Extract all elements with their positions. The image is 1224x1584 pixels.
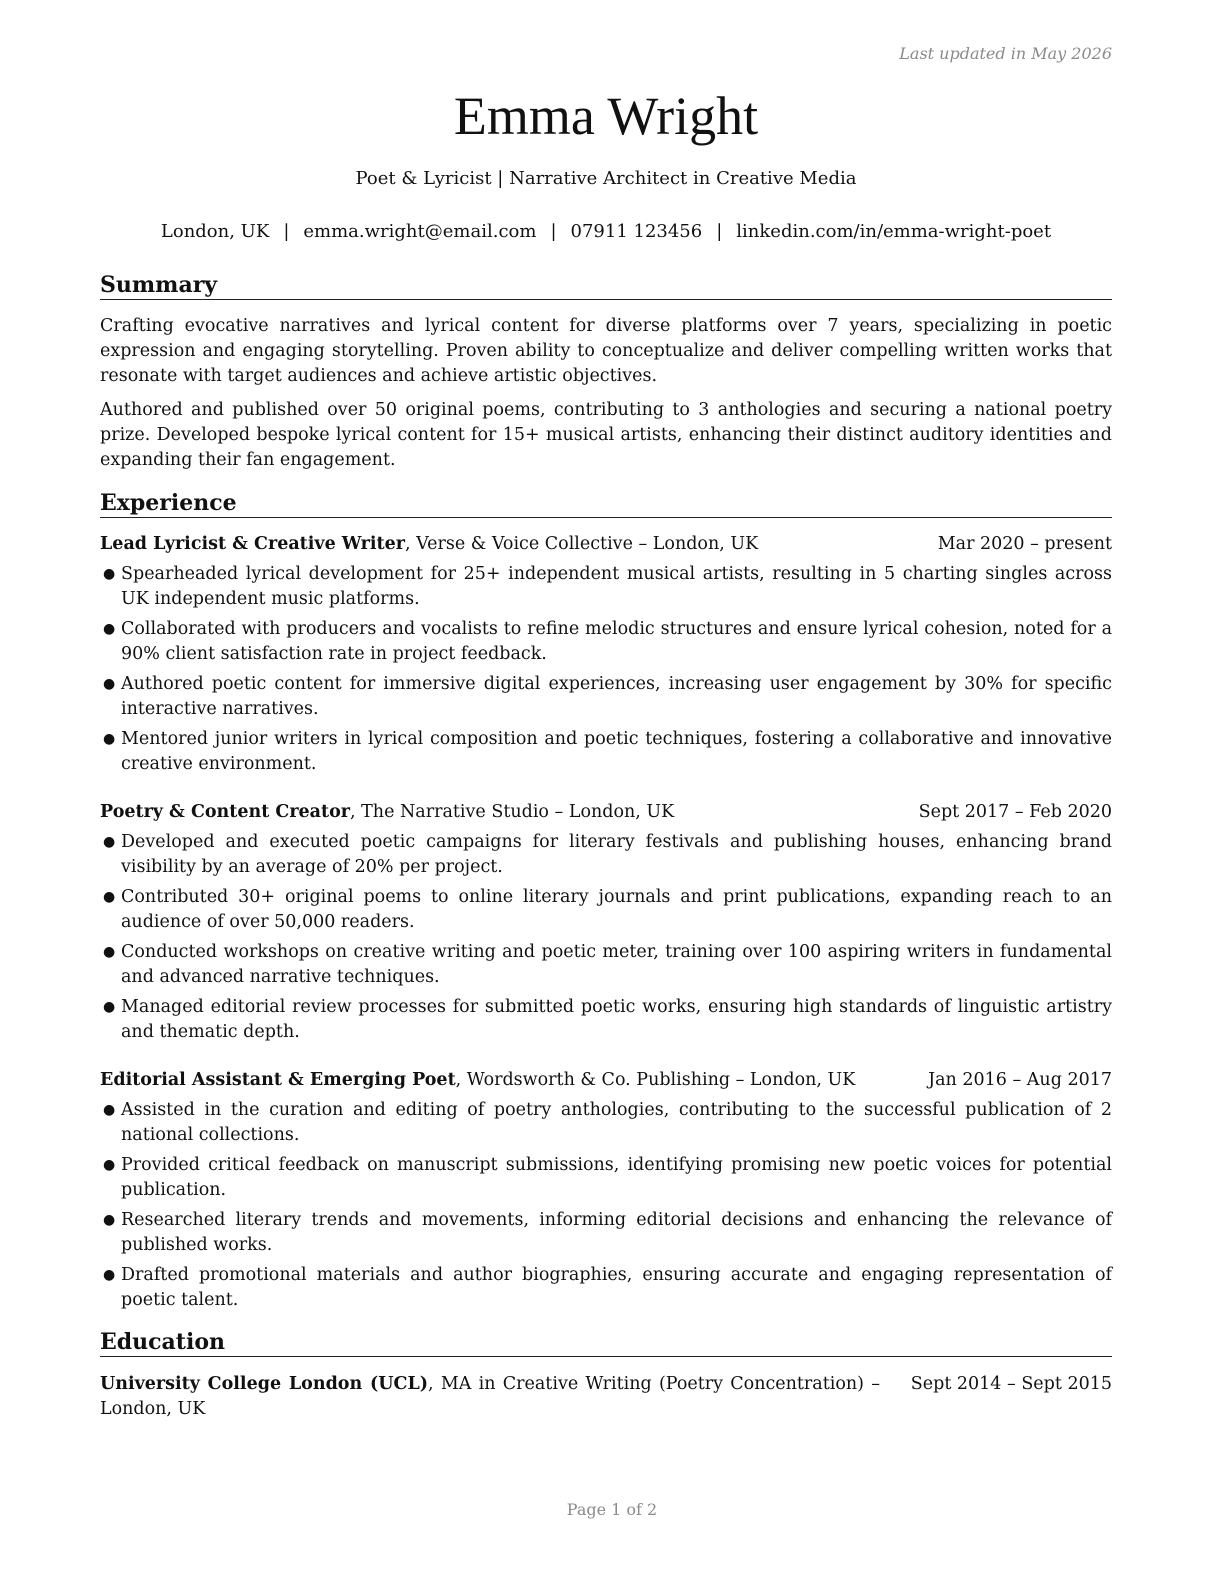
bullet-icon: ●: [103, 1157, 116, 1173]
contact-line: [100, 219, 1112, 245]
contact-separator: |: [283, 221, 290, 242]
job-bullets: [100, 562, 1112, 782]
contact-separator: |: [716, 221, 723, 242]
job-header: [100, 800, 1112, 825]
summary-heading: Summary: [100, 271, 1112, 300]
job-header: [100, 532, 1112, 557]
contact-location: London, UK: [160, 221, 270, 242]
list-item: ● Developed and executed poetic campaigns for literary festivals and publishing houses, enhancing brand visibility by an average of 20% per project.: [103, 832, 1112, 877]
list-item: ● Mentored junior writers in lyrical composition and poetic techniques, fostering a collaborative and innovative creative environment.: [103, 729, 1112, 774]
bullet-icon: ●: [103, 731, 116, 747]
list-item: ● Drafted promotional materials and author biographies, ensuring accurate and engaging representation of poetic talent.: [103, 1265, 1112, 1310]
candidate-name: Emma Wright: [453, 86, 759, 146]
list-item: ● Managed editorial review processes for submitted poetic works, ensuring high standards of linguistic artistry and thematic depth.: [103, 997, 1112, 1042]
job-bullets: [100, 830, 1112, 1050]
bullet-icon: ●: [103, 889, 116, 905]
contact-phone[interactable]: 07911 123456: [570, 221, 703, 242]
list-item: ● Contributed 30+ original poems to online literary journals and print publications, expanding reach to an audience of over 50,000 readers.: [103, 887, 1112, 932]
list-item: ● Authored poetic content for immersive digital experiences, increasing user engagement by 30% for specific interactive narratives.: [103, 674, 1112, 719]
page-number: Page 1 of 2: [566, 1500, 658, 1519]
bullet-icon: ●: [103, 566, 116, 582]
education-school: University College London (UCL): [100, 1374, 429, 1394]
list-item: ● Collaborated with producers and vocalists to refine melodic structures and ensure lyrical cohesion, noted for a 90% client satisfaction rate in project feedback.: [103, 619, 1112, 664]
contact-separator: |: [550, 221, 557, 242]
education-heading: Education: [100, 1328, 1112, 1357]
bullet-icon: ●: [103, 621, 116, 637]
list-item: ● Assisted in the curation and editing of poetry anthologies, contributing to the successful publication of 2 national collections.: [103, 1100, 1112, 1145]
bullet-icon: ●: [103, 676, 116, 692]
job-role: Editorial Assistant & Emerging Poet: [100, 1070, 456, 1090]
summary-paragraph: Authored and published over 50 original poems, contributing to 3 anthologies and securing a national poetry prize. Developed bespoke lyrical content for 15+ musical artists, enhancing their distinct auditory identities and expanding their fan engagement.: [100, 400, 1112, 470]
job-role: Lead Lyricist & Creative Writer: [100, 534, 405, 554]
bullet-icon: ●: [103, 834, 116, 850]
job-org: , The Narrative Studio – London, UK: [350, 802, 675, 822]
list-item: ● Provided critical feedback on manuscript submissions, identifying promising new poetic voices for potential publication.: [103, 1155, 1112, 1200]
job-header: [100, 1068, 1112, 1093]
resume-page: [100, 0, 1112, 1584]
education-dates: Sept 2014 – Sept 2015: [910, 1374, 1112, 1394]
bullet-icon: ●: [103, 1267, 116, 1283]
contact-email[interactable]: emma.wright@email.com: [303, 221, 537, 242]
bullet-icon: ●: [103, 944, 116, 960]
experience-heading: Experience: [100, 489, 1112, 518]
job-dates: Jan 2016 – Aug 2017: [928, 1070, 1112, 1090]
job-dates: Mar 2020 – present: [937, 534, 1112, 554]
job-org: , Verse & Voice Collective – London, UK: [404, 534, 759, 554]
job-org: , Wordsworth & Co. Publishing – London, UK: [455, 1070, 856, 1090]
bullet-icon: ●: [103, 999, 116, 1015]
list-item: ● Researched literary trends and movements, informing editorial decisions and enhancing the relevance of published works.: [103, 1210, 1112, 1255]
bullet-icon: ●: [103, 1102, 116, 1118]
contact-linkedin[interactable]: linkedin.com/in/emma-wright-poet: [736, 221, 1052, 242]
job-role: Poetry & Content Creator: [100, 802, 350, 822]
last-updated-note: Last updated in May 2026: [899, 44, 1112, 63]
education-detail: [100, 1372, 880, 1422]
list-item: ● Conducted workshops on creative writing and poetic meter, training over 100 aspiring writers in fundamental and advanced narrative techniques.: [103, 942, 1112, 987]
education-entry: [100, 1372, 1112, 1422]
education-degree: , MA in Creative Writing (Poetry Concentration) – London, UK: [100, 1374, 880, 1419]
job-bullets: [100, 1098, 1112, 1318]
job-dates: Sept 2017 – Feb 2020: [918, 802, 1112, 822]
list-item: ● Spearheaded lyrical development for 25+ independent musical artists, resulting in 5 charting singles across UK independent music platforms.: [103, 564, 1112, 609]
candidate-tagline: Poet & Lyricist | Narrative Architect in Creative Media: [355, 168, 857, 189]
summary-paragraph: Crafting evocative narratives and lyrical content for diverse platforms over 7 years, specializing in poetic expression and engaging storytelling. Proven ability to conceptualize and deliver compelling written works that resonate with target audiences and achieve artistic objectives.: [100, 316, 1112, 386]
bullet-icon: ●: [103, 1212, 116, 1228]
